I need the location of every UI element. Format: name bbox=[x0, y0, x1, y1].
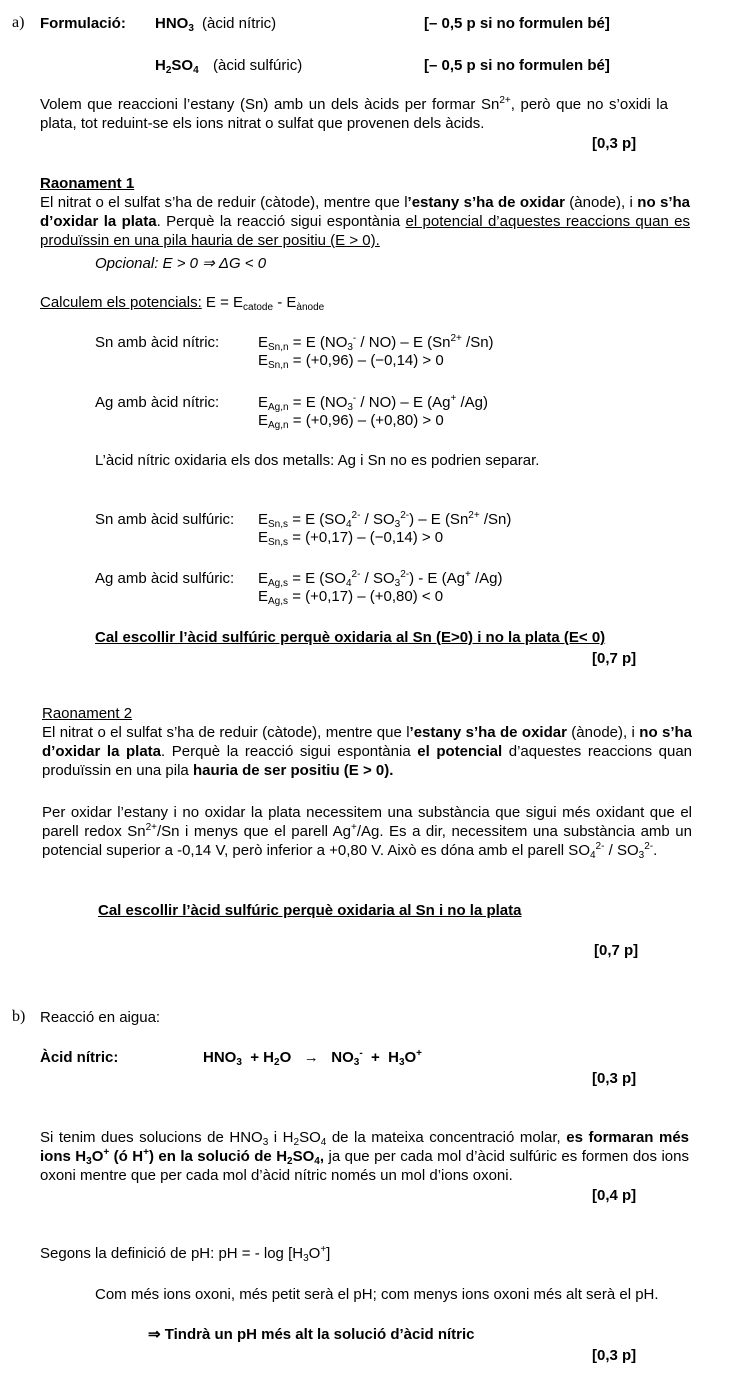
reaction-score: [0,3 p] bbox=[592, 1070, 637, 1087]
optional-note: Opcional: E > 0 ⇒ ΔG < 0 bbox=[95, 255, 267, 272]
h2so4-penalty: [– 0,5 p si no formulen bé] bbox=[424, 57, 610, 74]
raonament2-paragraph: El nitrat o el sulfat s’ha de reduir (càtode), mentre que l’estany s’ha de oxidar (ànode), i no s’ha d’oxidar la plata. Perquè la reacció sigui espontània el potencial d’aquestes reaccions quan produïssin en una pila hauria de ser positiu (E > 0). bbox=[42, 724, 693, 779]
nitric-acid-label: Àcid nítric: bbox=[40, 1049, 119, 1066]
hno3-name: (àcid nítric) bbox=[202, 15, 277, 32]
sn-nitric-eq1: $E_{Sn,n} = E$ $(NO_3^- / NO)$ – E ($Sn^{2+}$ /Sn) bbox=[258, 333, 494, 353]
intro-paragraph: Volem que reaccioni l’estany (Sn) amb un dels àcids per formar $Sn^{2+}$, però que no s’oxidi la plata, tot reduint-se els ions nitrat o sulfat que provenen dels àcids. bbox=[40, 95, 668, 132]
ag-nitric-eq1: $E_{Ag,n} = E$ $(NO_3^- / NO)$ – E (Ag+ /Ag) bbox=[258, 393, 488, 413]
ag-sulfuric-eq1: $E_{Ag,s} = E$ $(SO_4^{2-} / SO_3^{2-})$ - E (Ag+ /Ag) bbox=[258, 569, 503, 589]
raonament1-heading: Raonament 1 bbox=[40, 175, 135, 192]
raonament2-conclusion: Cal escollir l’àcid sulfúric perquè oxidaria al Sn i no la plata bbox=[98, 902, 522, 919]
sn-nitric-label: Sn amb àcid nítric: bbox=[95, 334, 220, 351]
formulation-label: Formulació: bbox=[40, 15, 126, 32]
ph-definition: Segons la definició de pH: pH = - $\log [H_3O^+]$ bbox=[40, 1244, 331, 1264]
part-a-marker: a) bbox=[12, 14, 25, 31]
ph-score: [0,3 p] bbox=[592, 1347, 637, 1364]
part-b-marker: b) bbox=[12, 1008, 26, 1025]
concentration-paragraph: Si tenim dues solucions de $HNO_3$ i $H_2SO_4$ de la mateixa concentració molar, es formaran més ions $H_3O^+$ (ó H+) en la solució de $H_2SO_4$, ja que per cada mol d’àcid sulfúric es formen dos ions oxoni mentre que per cada mol d’àcid nítric només un mol d’ions oxoni. bbox=[40, 1129, 690, 1184]
concentration-score: [0,4 p] bbox=[592, 1187, 637, 1204]
ag-sulfuric-label: Ag amb àcid sulfúric: bbox=[95, 570, 235, 587]
part-b-title: Reacció en aigua: bbox=[40, 1009, 161, 1026]
sn-sulfuric-eq1: $E_{Sn,s} = E$ $(SO_4^{2-} / SO_3^{2-})$ – E ($Sn^{2+}$ /Sn) bbox=[258, 510, 512, 530]
hno3-formula: $HNO_3$ bbox=[155, 15, 194, 34]
h2so4-name: (àcid sulfúric) bbox=[213, 57, 303, 74]
raonament1-score: [0,7 p] bbox=[592, 650, 637, 667]
nitric-conclusion: L’àcid nítric oxidaria els dos metalls: Ag i Sn no es podrien separar. bbox=[95, 452, 540, 469]
sn-sulfuric-label: Sn amb àcid sulfúric: bbox=[95, 511, 235, 528]
h2so4-formula: $H_2SO_4$ bbox=[155, 57, 199, 76]
ag-sulfuric-eq2: $E_{Ag,s} = (+0,17) - (+0,80) < 0$ bbox=[258, 588, 444, 607]
nitric-reaction: $HNO_3 + H_2O \to NO_3^- + H_3O^+$ bbox=[203, 1048, 423, 1068]
calc-potentials: Calculem els potencials: $E = E_{catode} - E_{ànode}$ bbox=[40, 294, 325, 313]
ag-nitric-label: Ag amb àcid nítric: bbox=[95, 394, 220, 411]
raonament2-explanation: Per oxidar l’estany i no oxidar la plata necessitem una substància que sigui més oxidant que el parell redox $Sn^{2+}/Sn$ i menys que el parell Ag+/Ag. Es a dir, necessitem una substància amb un potencial superior a -0,14 V, però inferior a +0,80 V. Això es dóna amb el parell $SO_4^{2-} / SO_3^{2-}$. bbox=[42, 804, 692, 861]
raonament2-score: [0,7 p] bbox=[594, 942, 639, 959]
ph-conclusion: ⇒ Tindrà un pH més alt la solució d’àcid nítric bbox=[148, 1326, 475, 1343]
ph-explanation: Com més ions oxoni, més petit serà el pH; com menys ions oxoni més alt serà el pH. bbox=[95, 1286, 659, 1303]
intro-score: [0,3 p] bbox=[592, 135, 637, 152]
sn-nitric-eq2: $E_{Sn,n} = (+0,96) - (-0,14) > 0$ bbox=[258, 352, 444, 371]
raonament2-heading: Raonament 2 bbox=[42, 705, 133, 722]
raonament1-paragraph: El nitrat o el sulfat s’ha de reduir (càtode), mentre que l’estany s’ha de oxidar (ànode), i no s’ha d’oxidar la plata. Perquè la reacció sigui espontània el potencial d’aquestes reaccions quan es produïssin en una pila hauria de ser positiu (E > 0). bbox=[40, 194, 691, 249]
sn-sulfuric-eq2: $E_{Sn,s} = (+0,17) - (-0,14) > 0$ bbox=[258, 529, 444, 548]
hno3-penalty: [– 0,5 p si no formulen bé] bbox=[424, 15, 610, 32]
raonament1-conclusion: Cal escollir l’àcid sulfúric perquè oxidaria al Sn (E>0) i no la plata (E< 0) bbox=[95, 629, 606, 646]
ag-nitric-eq2: $E_{Ag,n} = (+0,96) - (+0,80) > 0$ bbox=[258, 412, 444, 431]
